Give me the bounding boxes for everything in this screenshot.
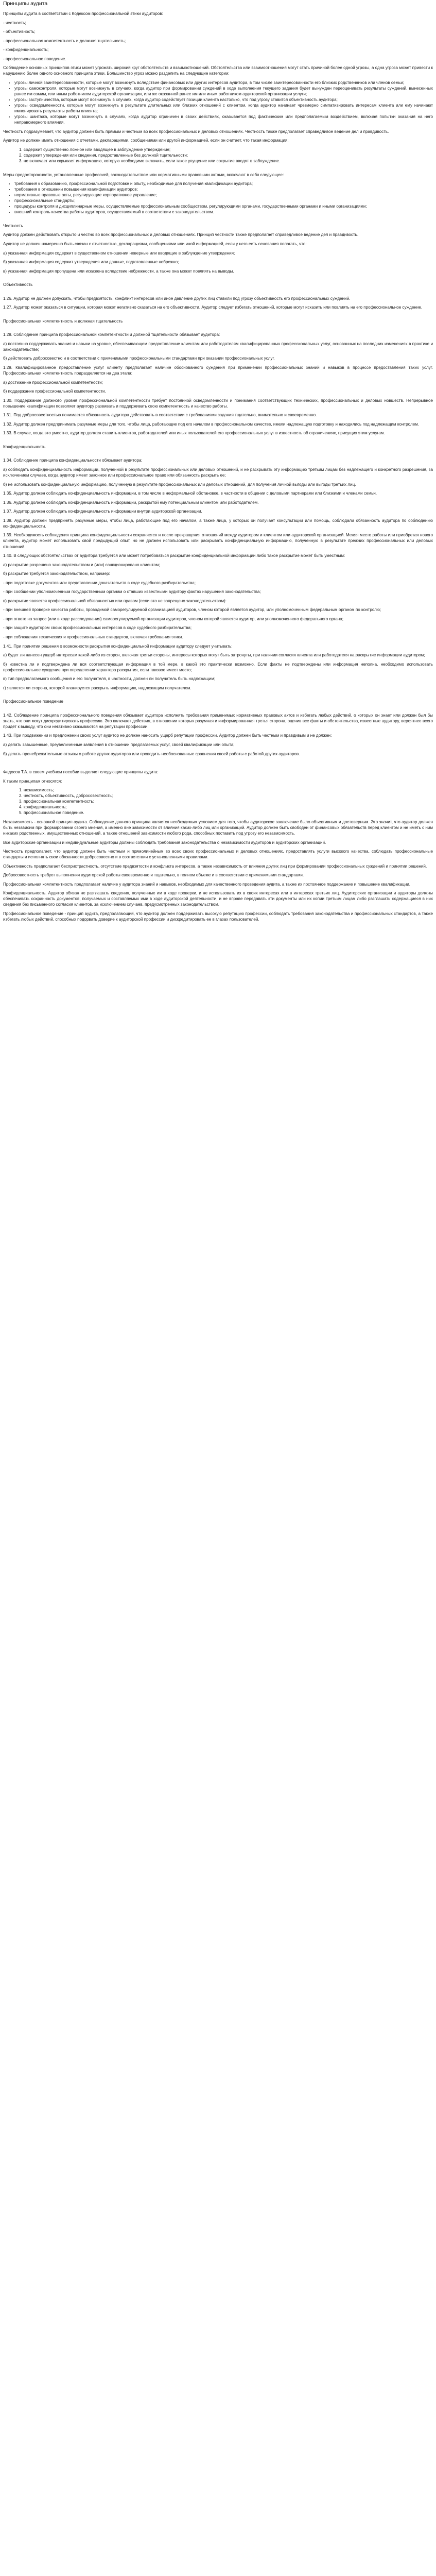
section-gap [3,760,433,765]
paragraph: 1.40. В следующих обстоятельствах от аудитора требуется или может потребоваться раскрытие конфиденциальной информации либо такое раскрытие может быть уместным: [3,553,345,558]
paragraph: б) делать пренебрежительные отзывы о работе других аудиторов или проводить необоснованные сравнения своей работы с работой других аудиторов. [3,751,300,756]
section-gap [3,167,433,172]
paragraph: Профессиональное поведение [3,699,63,704]
paragraph: 1.34. Соблюдение принципа конфиденциальности обязывает аудитора: [3,458,143,463]
paragraph: Независимость - основной принцип аудита. Соблюдение данного принципа является необходимым условием для того, чтобы аудиторское заключение было объективным и достоверным. Это значит, что аудитор должен быть независим при формировании своего мнения, а именно вне зависимости от влияния каких-либо лиц или организаций. Аудитор должен быть свободен от финансовых обязательств перед клиентом и не иметь с ним никаких родственных, имущественных отношений, а также отношений зависимости любого рода, способных поставить под угрозу его независимость. [3,819,433,836]
paragraph: а) делать завышенные, преувеличенные заявления в отношении предлагаемых услуг, своей квалификации или опыта; [3,742,235,748]
paragraph: Все аудиторские организации и индивидуальные аудиторы должны соблюдать требования законодательства о независимости аудиторов и аудиторских организаций. [3,840,326,845]
paragraph: - честность; [3,20,26,25]
paragraph: Честность подразумевает, что аудитор должен быть прямым и честным во всех профессиональных и деловых отношениях. Честность также предполагает справедливое ведение дел и правдивость. [3,129,389,134]
bullet-list [3,181,433,215]
paragraph: - при внешней проверке качества работы, проводимой саморегулируемой организацией аудиторов, членом которой является аудитор, или уполномоченным федеральным органом по контролю; [3,607,381,613]
paragraph: а) будет ли нанесен ущерб интересам какой-либо из сторон, включая третьи стороны, интересы которых могут быть затронуты, при наличии согласия клиента или работодателя на раскрытие информации аудитором; [3,653,425,658]
section-gap [3,218,433,223]
list-item: • нормативные правовые акты, регулирующие корпоративное управление; [14,192,433,198]
paragraph: - профессиональное поведение. [3,56,66,61]
page-title: Принципы аудита [3,1,48,7]
paragraph: Аудитор не должен иметь отношения с отчетами, декларациями, сообщениями или другой информацией, если он считает, что такая информация: [3,138,289,143]
paragraph: Объективность [3,282,33,287]
list-item: 4. конфиденциальность; [24,804,433,810]
paragraph: а) соблюдать конфиденциальность информации, полученной в результате профессиональных или деловых отношений, и не раскрывать эту информацию третьим лицам без надлежащего и конкретного разрешения, за исключением случаев, когда аудитор имеет законное или профессиональное право или обязанность раскрыть ее; [3,467,433,478]
paragraph: Честность предполагает, что аудитор должен быть честным и прямолинейным во всех своих профессиональных и деловых отношениях, предоставлять услуги высокого качества, соблюдать профессиональные стандарты и исполнять свои обязанности добросовестно и в соответствии с установленными правилами. [3,849,433,860]
paragraph: Аудитор не должен намеренно быть связан с отчетностью, декларациями, сообщениями или иной информацией, если у него есть основания полагать, что: [3,241,307,246]
section-gap [3,708,433,713]
list-item: • угрозы заступничества, которые могут возникнуть в случаях, когда аудитор содействует позиции клиента настолько, что под угрозу ставится объективность аудитора; [14,97,433,103]
document-page [0,0,436,929]
list-item: • процедуры контроля и дисциплинарные меры, осуществляемые профессиональным сообществом, регулирующими органами, государственными органами и иными организациями; [14,204,433,209]
paragraph: 1.39. Необходимость соблюдения принципа конфиденциальности сохраняется и после прекращения отношений между аудитором и клиентом или аудиторской организацией. Меняя место работы или приобретая нового клиента, аудитор может использовать свой предыдущий опыт, но не должен использовать или раскрывать конфиденциальную информацию, полученную в результате прежних профессиональных или деловых отношений. [3,533,433,549]
paragraph: б) не использовать конфиденциальную информацию, полученную в результате профессиональных или деловых отношений, для получения личной выгоды или выгоды третьих лиц. [3,482,356,487]
paragraph: Объективность предполагает беспристрастность, отсутствие предвзятости и конфликта интересов, а также независимость от влияния других лиц при формировании профессиональных суждений и принятии решений. [3,863,427,869]
list-item: 1. независимость; [24,787,433,793]
paragraph: - профессиональная компетентность и должная тщательность; [3,38,126,43]
paragraph: 1.30. Поддержание должного уровня профессиональной компетентности требует постоянной осведомленности и понимания соответствующих технических, профессиональных и деловых новшеств. Непрерывное повышение квалификации позволяет аудитору развивать и поддерживать свою компетентность и качество работы. [3,398,433,409]
list-item: 5. профессиональное поведение. [24,810,433,816]
paragraph: Профессиональное поведение - принцип аудита, предполагающий, что аудитор должен поддерживать высокую репутацию профессии, соблюдать требования законодательства и профессиональных стандартов, а также избегать любых действий, способных подорвать доверие к аудиторской профессии и дискредитировать ее в глазах пользователей. [3,911,433,922]
list-item: • угрозы шантажа, которые могут возникнуть в случаях, когда аудитор ограничен в своих действиях, оказывается под фактическим или предполагаемым воздействием, включая попытки оказания на него неправомерного влияния. [14,114,433,125]
paragraph: - объективность; [3,29,36,35]
paragraph: 1.27. Аудитор может оказаться в ситуации, которая может негативно сказаться на его объективности. Аудитор следует избегать отношений, которые могут исказить или повлиять на его профессиональное суждение. [3,305,423,310]
list-item: • внешний контроль качества работы аудиторов, осуществляемый в соответствии с законодательством. [14,209,433,215]
paragraph: а) достижение профессиональной компетентности; [3,380,103,385]
section-gap [3,291,433,296]
section-gap [3,277,433,282]
paragraph: б) действовать добросовестно и в соответствии с применимыми профессиональными стандартами при оказании профессиональных услуг. [3,356,275,361]
paragraph: - при сообщении уполномоченным государственным органам о ставших известными аудитору фактах нарушения законодательства; [3,589,261,595]
list-item: 1. содержит существенно ложное или вводящее в заблуждение утверждение; [24,147,433,152]
paragraph: - при подготовке документов или представлении доказательств в ходе судебного разбирательства; [3,580,196,585]
paragraph: 1.26. Аудитор не должен допускать, чтобы предвзятость, конфликт интересов или иное давление других лиц ставили под угрозу объективность его профессиональных суждений. [3,296,351,301]
bullet-list [3,80,433,125]
paragraph: 1.35. Аудитор должен соблюдать конфиденциальность информации, в том числе в неформальной обстановке, в частности в общении с деловыми партнерами или близкими и членами семьи. [3,491,377,496]
paragraph: 1.33. В случае, когда это уместно, аудитор должен ставить клиентов, работодателей или иных пользователей его профессиональных услуг в известность об ограничениях, присущих этим услугам. [3,431,385,436]
list-item: 3. не включает или скрывает информацию, которую необходимо включить, если такое упущение или сокрытие вводят в заблуждение. [24,158,433,164]
paragraph: Аудитор должен действовать открыто и честно во всех профессиональных и деловых отношениях. Принцип честности также предполагает справедливое ведение дел и правдивость. [3,232,359,238]
paragraph: 1.41. При принятии решения о возможности раскрытия конфиденциальной информации аудитору следует учитывать: [3,643,233,649]
paragraph: а) постоянно поддерживать знания и навыки на уровне, обеспечивающем предоставление клиентам или работодателям квалифицированных профессиональных услуг, основанных на последних изменениях в практике и законодательстве; [3,341,433,352]
paragraph: 1.43. При продвижении и предложении своих услуг аудитор не должен наносить ущерб репутации профессии. Аудитор должен быть честным и правдивым и не должен: [3,733,332,738]
paragraph: б) указанная информация содержит утверждения или данные, подготовленные небрежно; [3,260,179,265]
paragraph: Профессиональная компетентность предполагает наличие у аудитора знаний и навыков, необходимых для качественного проведения аудита, а также их постоянное поддержание и повышение квалификации. [3,882,411,887]
section-gap [3,694,433,699]
paragraph: Конфиденциальность [3,444,46,449]
paragraph: 1.37. Аудитор должен соблюдать конфиденциальность информации внутри аудиторской организации. [3,509,202,514]
paragraph: Принципы аудита в соответствии с Кодексом профессиональной этики аудиторов: [3,11,163,16]
paragraph: 1.32. Аудитор должен предпринимать разумные меры для того, чтобы лица, работающие под его началом в профессиональном качестве, имели надлежащую подготовку и находились под надлежащим контролем. [3,421,420,427]
paragraph: 1.38. Аудитор должен предпринять разумные меры, чтобы лица, работающие под его началом, а также лица, у которых он получает консультации или помощь, соблюдали обязанность аудитора по соблюдению конфиденциальности. [3,518,433,529]
list-item: • требования в отношении повышения квалификации аудиторов; [14,187,433,192]
paragraph: К таким принципам относятся: [3,778,62,784]
paragraph: - при защите аудитором своих профессиональных интересов в ходе судебного разбирательства; [3,625,192,631]
list-item: • угрозы осведомленности, которые могут возникнуть в результате длительных или близких отношений с клиентом, когда аудитор начинает чрезмерно симпатизировать интересам клиента или ему начинают импонировать результаты работы клиента; [14,103,433,114]
paragraph: Профессиональная компетентность и должная тщательность [3,318,123,324]
paragraph: Честность [3,223,23,228]
list-item: • требования к образованию, профессиональной подготовке и опыту, необходимые для получения квалификации аудитора; [14,181,433,187]
paragraph: 1.29. Квалифицированное предоставление услуг клиенту предполагает наличие обоснованного суждения при применении профессиональных знаний и навыков в процессе предоставления таких услуг. Профессиональная компетентность подразделяется на два этапа: [3,365,433,376]
numbered-list [3,787,433,816]
paragraph: - при соблюдении технических и профессиональных стандартов, включая требования этики. [3,634,183,639]
list-item: 2. честность, объективность, добросовестность; [24,793,433,799]
paragraph: - при ответе на запрос (или в ходе расследования) саморегулируемой организации аудиторов, членом которой является аудитор, или уполномоченного федерального органа; [3,616,344,621]
section-gap [3,453,433,457]
list-item: • угрозы личной заинтересованности, которые могут возникнуть вследствие финансовых или других интересов аудитора, в том числе заинтересованности его близких родственников или членов семьи; [14,80,433,86]
numbered-list [3,147,433,164]
paragraph: б) известна ли и подтверждена ли вся соответствующая информация в той мере, в какой это практически возможно. Если факты не подтверждены или информация неполна, необходимо использовать профессиональное суждение при определении характера раскрытия, если таковое имеет место; [3,662,433,672]
paragraph: а) указанная информация содержит в существенном отношении неверные или вводящие в заблуждение утверждения; [3,250,235,256]
paragraph: б) поддержание профессиональной компетентности. [3,389,106,394]
paragraph: Добросовестность требует выполнения аудиторской работы своевременно и тщательно, в полном объеме и в соответствии с применимыми стандартами. [3,873,304,878]
document-body [3,11,433,922]
section-gap [3,327,433,332]
paragraph: - конфиденциальность; [3,47,49,53]
list-item: • профессиональные стандарты; [14,198,433,204]
paragraph: в) указанная информация пропущена или искажена вследствие небрежности, а также она может повлиять на выводы. [3,268,234,274]
paragraph: в) раскрытие является профессиональной обязанностью или правом (если это не запрещено законодательством): [3,598,226,603]
paragraph: б) раскрытие требуется законодательством, например: [3,571,110,577]
section-gap [3,314,433,318]
section-gap [3,439,433,444]
paragraph: г) является ли сторона, которой планируется раскрыть информацию, надлежащим получателем. [3,685,191,690]
paragraph: 1.31. Под добросовестностью понимается обязанность аудитора действовать в соответствии с требованиями задания тщательно, внимательно и своевременно. [3,413,317,418]
paragraph: 1.36. Аудитор должен соблюдать конфиденциальность информации, раскрытой ему потенциальным клиентом или работодателем. [3,500,259,505]
paragraph: Соблюдение основных принципов этики может угрожать широкий круг обстоятельств и взаимоотношений. Обстоятельства или взаимоотношения могут стать причиной более одной угрозы, а одна угроза может привести к нарушению более одного основного принципа этики. Большинство угроз можно разделить на следующие категории: [3,65,433,76]
paragraph: а) раскрытие разрешено законодательством и (или) санкционировано клиентом; [3,562,160,567]
paragraph: 1.28. Соблюдение принципа профессиональной компетентности и должной тщательности обязывает аудитора: [3,332,220,337]
paragraph: 1.42. Соблюдение принципа профессионального поведения обязывает аудитора исполнять требования применимых нормативных правовых актов и избегать любых действий, о которых он знает или должен был бы знать, что они могут дискредитировать профессию. Это включает действия, в отношении которых разумная и информированная третья сторона, оценив все факты и обстоятельства, известные аудитору, вероятнее всего придет к выводу, что они негативно сказываются на репутации профессии. [3,713,433,729]
paragraph: Меры предосторожности, установленные профессией, законодательством или нормативными правовыми актами, включают в себя следующее: [3,172,284,177]
list-item: • угрозы самоконтроля, которые могут возникнуть в случаях, когда аудитор при формировании суждений в ходе выполнения текущего задания будет вынужден переоценивать результаты суждений, вынесенных ранее им самим, или иным работником аудиторской организации, или же оказанной ранее им или иным работником аудиторской организации услуги; [14,86,433,97]
list-item: 2. содержит утверждения или сведения, предоставленные без должной тщательности; [24,152,433,158]
paragraph: в) тип предполагаемого сообщения и его получателя, в частности, должен ли получатель быть надлежащим; [3,676,216,682]
paragraph: Конфиденциальность. Аудитор обязан не разглашать сведения, полученные им в ходе проверки, и не использовать их в своих интересах или в интересах третьих лиц. Аудиторские организации и аудиторы должны обеспечивать сохранность документов, получаемых и составляемых ими в ходе аудиторской деятельности, и не вправе передавать эти документы или их копии третьим лицам либо разглашать содержащиеся в них сведения без письменного согласия клиентов, за исключением случаев, предусмотренных законодательством. [3,891,433,907]
paragraph: Федосов Т.А. в своем учебном пособии выделяет следующие принципы аудита: [3,770,159,775]
section-gap [3,765,433,769]
list-item: 3. профессиональная компетентность; [24,799,433,804]
